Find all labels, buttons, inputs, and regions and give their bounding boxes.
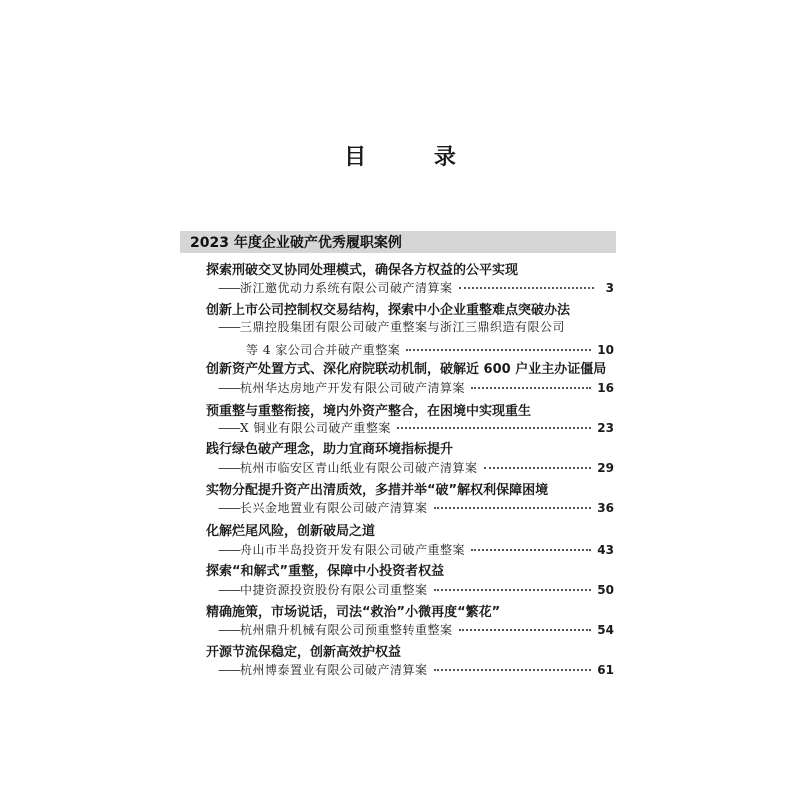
dash-glyph: —— bbox=[218, 461, 240, 475]
toc-entry-subtitle[interactable] bbox=[218, 419, 614, 436]
dash-glyph: —— bbox=[218, 381, 240, 395]
toc-entry-subtitle[interactable] bbox=[218, 541, 614, 558]
dot-leader bbox=[406, 349, 591, 351]
toc-entry-title[interactable]: 探索刑破交叉协同处理模式，确保各方权益的公平实现 bbox=[206, 263, 519, 278]
toc-entry-title[interactable]: 精确施策，市场说话，司法“救治”小微再度“繁花” bbox=[206, 605, 501, 620]
toc-page-number: 43 bbox=[597, 543, 614, 557]
dot-leader bbox=[471, 387, 591, 389]
toc-entry-case-cont: 等 4 家公司合并破产重整案 bbox=[246, 343, 401, 357]
toc-page-number: 10 bbox=[597, 343, 614, 357]
toc-entry-case: 舟山市半岛投资开发有限公司破产重整案 bbox=[240, 543, 466, 557]
toc-entry-case: 中捷资源投资股份有限公司重整案 bbox=[240, 583, 428, 597]
dash-glyph: —— bbox=[218, 501, 240, 515]
dot-leader bbox=[397, 427, 591, 429]
page-title: 目 录 bbox=[344, 145, 486, 170]
toc-entry-subtitle[interactable] bbox=[218, 279, 614, 296]
dash-glyph: —— bbox=[218, 663, 240, 677]
toc-page-number: 29 bbox=[597, 461, 614, 475]
toc-entry-title[interactable]: 开源节流保稳定，创新高效护权益 bbox=[206, 645, 402, 660]
toc-entry-subtitle[interactable] bbox=[218, 459, 614, 476]
dash-glyph: —— bbox=[218, 320, 240, 334]
toc-page-number: 50 bbox=[597, 583, 614, 597]
toc-entry-case: X 铜业有限公司破产重整案 bbox=[240, 421, 391, 435]
toc-entry-subtitle[interactable] bbox=[218, 318, 614, 335]
dot-leader bbox=[434, 507, 592, 509]
dot-leader bbox=[434, 669, 592, 671]
toc-page-number: 54 bbox=[597, 623, 614, 637]
dot-leader bbox=[459, 629, 592, 631]
toc-entry-title[interactable]: 创新上市公司控制权交易结构，探索中小企业重整难点突破办法 bbox=[206, 303, 571, 318]
toc-page-number: 3 bbox=[605, 281, 614, 295]
toc-page-number: 23 bbox=[597, 421, 614, 435]
dash-glyph: —— bbox=[218, 583, 240, 597]
toc-entry-case: 杭州博泰置业有限公司破产清算案 bbox=[240, 663, 428, 677]
toc-page-number: 36 bbox=[597, 501, 614, 515]
toc-entry-case: 杭州华达房地产开发有限公司破产清算案 bbox=[240, 381, 466, 395]
toc-entry-subtitle-continued[interactable] bbox=[246, 341, 614, 358]
dot-leader bbox=[471, 549, 591, 551]
toc-entry-title[interactable]: 探索“和解式”重整，保障中小投资者权益 bbox=[206, 564, 445, 579]
toc-page-number: 16 bbox=[597, 381, 614, 395]
toc-entry-case: 长兴金地置业有限公司破产清算案 bbox=[240, 501, 428, 515]
toc-entry-title[interactable]: 化解烂尾风险，创新破局之道 bbox=[206, 524, 376, 539]
toc-entry-case: 杭州市临安区青山纸业有限公司破产清算案 bbox=[240, 461, 478, 475]
dot-leader bbox=[484, 467, 592, 469]
toc-entry-case: 浙江邀优动力系统有限公司破产清算案 bbox=[240, 281, 453, 295]
toc-entry-subtitle[interactable] bbox=[218, 379, 614, 396]
toc-entry-title[interactable]: 践行绿色破产理念，助力宜商环境指标提升 bbox=[206, 442, 454, 457]
dash-glyph: —— bbox=[218, 623, 240, 637]
dash-glyph: —— bbox=[218, 281, 240, 295]
dash-glyph: —— bbox=[218, 543, 240, 557]
toc-entry-title[interactable]: 预重整与重整衔接，境内外资产整合，在困境中实现重生 bbox=[206, 404, 532, 419]
section-header bbox=[180, 231, 616, 253]
dot-leader bbox=[459, 287, 594, 289]
toc-entry-subtitle[interactable] bbox=[218, 621, 614, 638]
section-title: 2023 年度企业破产优秀履职案例 bbox=[190, 235, 402, 251]
toc-page-number: 61 bbox=[597, 663, 614, 677]
toc-entry-title[interactable]: 实物分配提升资产出清质效，多措并举“破”解权利保障困境 bbox=[206, 483, 549, 498]
toc-entry-subtitle[interactable] bbox=[218, 581, 614, 598]
toc-entry-case: 杭州鼎升机械有限公司预重整转重整案 bbox=[240, 623, 453, 637]
toc-entry-subtitle[interactable] bbox=[218, 499, 614, 516]
dash-glyph: —— bbox=[218, 421, 240, 435]
toc-entry-title[interactable]: 创新资产处置方式、深化府院联动机制，破解近 600 户业主办证僵局 bbox=[206, 362, 607, 377]
toc-entry-subtitle[interactable] bbox=[218, 661, 614, 678]
toc-entry-case: 三鼎控股集团有限公司破产重整案与浙江三鼎织造有限公司 bbox=[240, 320, 566, 334]
dot-leader bbox=[434, 589, 592, 591]
